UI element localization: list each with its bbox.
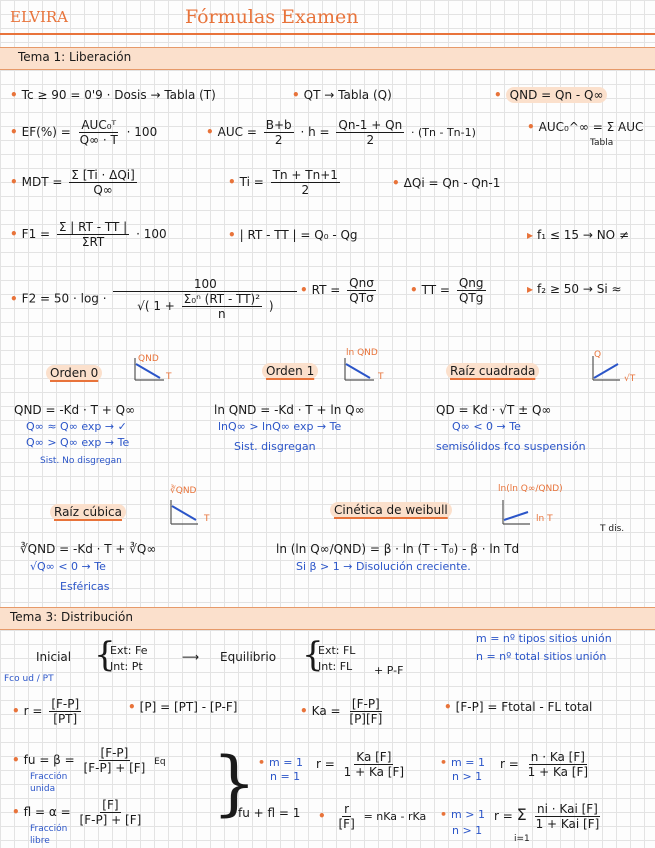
raiz-cubica-axis-x: T	[204, 514, 210, 524]
case1-cond1: • m = 1	[258, 756, 303, 769]
auc-infinity-formula: • AUC₀^∞ = Σ AUC	[527, 120, 644, 134]
weibull-equation: ln (ln Q∞/QND) = β · ln (T - T₀) - β · ln Td	[276, 542, 520, 556]
fu-note2: unida	[30, 784, 56, 794]
orden1-axis-x: T	[378, 372, 384, 382]
note-n: n = nº total sitios unión	[476, 650, 607, 663]
tema1-header: Tema 1: Liberación	[0, 47, 655, 70]
orden1-line1: lnQ∞ > lnQ∞ exp → Te	[218, 420, 342, 433]
inicial-ext: Ext: Fe	[110, 644, 148, 657]
qnd-formula: • QND = Qn - Q∞	[494, 88, 607, 102]
orden0-title: Orden 0	[46, 366, 102, 380]
case4-cond1: • m > 1	[440, 808, 485, 821]
raiz-cuadrada-title: Raíz cuadrada	[446, 364, 539, 378]
weibull-line1: Si β > 1 → Disolución creciente.	[296, 560, 471, 573]
raiz-cuadrada-line1: Q∞ < 0 → Te	[452, 420, 521, 433]
ti-formula: • Ti = $\frac{Tn + Tn+1}{2}$	[228, 168, 338, 197]
raiz-cuadrada-axis-y: Q	[594, 350, 602, 360]
tt-formula: • TT = $\frac{\text{Qng}}{\text{QTg}}$	[410, 276, 484, 305]
raiz-cuadrada-line2: semisólidos fco suspensión	[436, 440, 586, 453]
r-formula: • r = $\frac{[F-P]}{[PT]}$	[12, 697, 80, 726]
arrow-icon: ⟶	[182, 650, 200, 664]
inicial-label: Inicial	[36, 650, 72, 664]
equilibrio-int: Int: FL	[318, 660, 353, 673]
raiz-cubica-line1: √Q∞ < 0 → Te	[30, 560, 106, 573]
equilibrio-ext: Ext: FL	[318, 644, 356, 657]
weibull-axis-x: ln T	[536, 514, 553, 524]
raiz-cubica-title: Raíz cúbica	[50, 505, 126, 519]
orden0-line3: Sist. No disgregan	[40, 456, 122, 466]
orden0-axis-y: QND	[138, 354, 159, 364]
rt-tt-formula: • | RT - TT | = Q₀ - Qg	[228, 228, 358, 242]
fl-note1: Fracción	[30, 824, 68, 834]
f2-condition: ▸ f₂ ≥ 50 → Si ≈	[527, 282, 622, 296]
header-divider	[0, 33, 655, 35]
orden0-line1: Q∞ ≈ Q∞ exp → ✓	[26, 420, 127, 433]
tema3-header: Tema 3: Distribución	[0, 607, 655, 630]
rt-formula: • RT = $\frac{\text{Qnσ}}{\text{QTσ}}$	[300, 276, 374, 305]
fl-note2: libre	[30, 836, 50, 846]
orden1-axis-y: ln QND	[346, 348, 378, 358]
orden1-equation: ln QND = -Kd · T + ln Q∞	[214, 403, 365, 417]
raiz-cubica-line2: Esféricas	[60, 580, 110, 593]
equilibrio-tail: + P-F	[374, 664, 404, 677]
equilibrio-label: Equilibrio	[220, 650, 277, 664]
fu-note1: Fracción	[30, 772, 68, 782]
raiz-cuadrada-axis-x: √T	[624, 374, 636, 384]
ka-formula: • Ka = $\frac{[F-P]}{[P][F]}$	[300, 697, 383, 726]
case2-cond2: n > 1	[452, 770, 483, 783]
weibull-note: T dis.	[600, 524, 625, 534]
case4-formula: r = Σ $\frac{\text{ni · Kai [F]}}{\text{1 + Kai [F]}}$	[494, 802, 600, 831]
raiz-cubica-equation: ∛QND = -Kd · T + ∛Q∞	[20, 542, 157, 556]
auc-formula: • AUC = $\frac{B+b}{2}$ · h = $\frac{Qn-1 + Qn}{2}$ · (Tn - Tn-1)	[206, 118, 476, 147]
case4-cond2: n > 1	[452, 824, 483, 837]
fco-note: Fco ud / PT	[4, 674, 54, 684]
f1-formula: • F1 = $\frac{\Sigma | RT - TT |}{\text{ΣRT}}$ · 100	[10, 220, 167, 249]
raiz-cubica-graph-icon	[168, 498, 218, 528]
page-title: Fórmulas Examen	[185, 6, 359, 28]
case3-formula: • $\frac{r}{[F]}$ = nKa - rKa	[318, 802, 427, 831]
orden0-line2: Q∞ > Q∞ exp → Te	[26, 436, 130, 449]
delta-qi-formula: • ΔQi = Qn - Qn-1	[392, 176, 501, 190]
orden1-line2: Sist. disgregan	[234, 440, 316, 453]
case1-cond2: n = 1	[270, 770, 301, 783]
qt-formula: • QT → Tabla (Q)	[292, 88, 392, 102]
note-m: m = nº tipos sitios unión	[476, 632, 612, 645]
equilibrio-brace: {	[302, 635, 324, 675]
weibull-axis-y: ln(ln Q∞/QND)	[498, 484, 563, 494]
author-name: ELVIRA	[10, 8, 69, 26]
orden1-title: Orden 1	[262, 364, 318, 378]
inicial-int: Int: Pt	[110, 660, 143, 673]
case4-index: i=1	[514, 834, 530, 844]
ef-formula: • EF(%) = $\frac{\text{AUC₀ᵀ}}{Q\infty \cdot T}$ · 100	[10, 118, 158, 147]
inicial-brace: {	[94, 635, 116, 675]
tc-formula: • Tc ≥ 90 = 0'9 · Dosis → Tabla (T)	[10, 88, 216, 102]
orden0-equation: QND = -Kd · T + Q∞	[14, 403, 136, 417]
weibull-title: Cinética de weibull	[330, 503, 452, 517]
raiz-cubica-axis-y: ∛QND	[170, 486, 197, 496]
auc-infinity-note: Tabla	[590, 138, 614, 148]
f1-condition: ▸ f₁ ≤ 15 → NO ≠	[527, 228, 629, 242]
big-brace: }	[212, 742, 257, 824]
case2-formula: r = $\frac{n \cdot Ka [F]}{1 + Ka [F]}$	[500, 750, 589, 779]
case2-cond1: • m = 1	[440, 756, 485, 769]
orden0-axis-x: T	[166, 372, 172, 382]
fl-formula: • fl = α = $\frac{[F]}{[F-P] + [F]}$	[12, 798, 142, 827]
fu-fl-sum: fu + fl = 1	[238, 806, 301, 820]
raiz-cuadrada-equation: QD = Kd · √T ± Q∞	[436, 403, 552, 417]
f2-formula: • F2 = 50 · log · 100 √( 1 + $\frac{\text{Σ₀ⁿ (RT - TT)²}}{n}$ )	[10, 277, 300, 321]
fu-formula: • fu = β = $\frac{[F-P]}{[F-P] + [F]}$ Eq	[12, 746, 166, 775]
p-formula: • [P] = [PT] - [P-F]	[128, 700, 238, 714]
case1-formula: r = $\frac{Ka [F]}{1 + Ka [F]}$	[316, 750, 405, 779]
mdt-formula: • MDT = $\frac{\text{Σ [Ti · ΔQi]}}{Q\infty}$	[10, 168, 135, 197]
fp-formula: • [F-P] = Ftotal - FL total	[444, 700, 593, 714]
